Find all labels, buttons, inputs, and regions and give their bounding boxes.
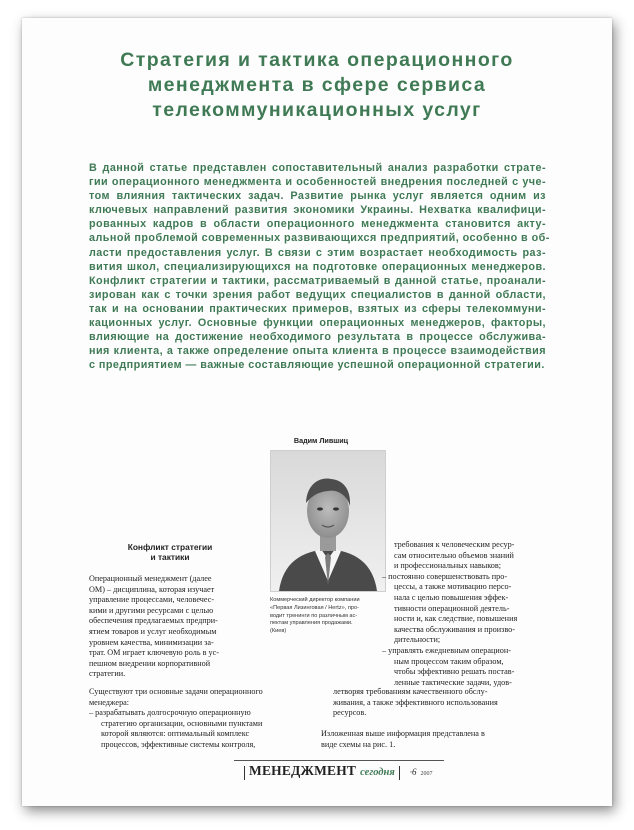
body-line: – постоянно совершенствовать про- — [382, 571, 508, 581]
body-line: летворяя требованиям качественного обслу- — [333, 687, 488, 696]
section-heading — [88, 542, 252, 562]
title-line: менеджмента в сфере сервиса — [147, 74, 487, 96]
body-column-right-top — [382, 540, 554, 688]
body-line: качества обслуживания и произво- — [394, 624, 515, 634]
body-line: ОМ) – дисциплина, которая изучает — [89, 584, 215, 594]
section-heading-line: и тактики — [150, 552, 190, 562]
body-line: стратегии. — [89, 669, 126, 679]
body-line: требования к человеческим ресур- — [394, 540, 515, 549]
photo-caption — [270, 597, 388, 636]
body-column-left-bottom — [89, 687, 329, 751]
lead-line: ласти предоставления услуг. В связи с этим возрастает необходимость раз- — [89, 246, 546, 259]
lead-line: так и на основании практических примеров, взятых из сферы телекоммуни- — [89, 302, 546, 315]
body-column-left-top — [89, 574, 261, 680]
body-line: обеспечения предлагаемых предпри- — [89, 616, 218, 626]
body-line: – разрабатывать долгосрочную операционную — [89, 708, 251, 718]
body-line: пешном внедрении корпоративной — [89, 658, 211, 668]
body-line: ленные тактические задачи, удов- — [394, 677, 512, 687]
lead-line: альной проблемой современных развивающихся предприятий, особенно в об- — [89, 232, 550, 245]
body-line: дительности; — [394, 635, 441, 645]
footer-divider — [244, 766, 245, 780]
article-lead — [89, 161, 550, 372]
magazine-brand-accent: сегодня — [360, 767, 395, 778]
body-line: нала с целью повышения эффек- — [394, 592, 509, 602]
body-line: виде схемы на рис. 1. — [321, 739, 396, 749]
issue-year: 2007 — [420, 771, 433, 777]
body-line: тивности операционной деятель- — [394, 603, 510, 613]
title-line: Стратегия и тактика операционного — [120, 49, 514, 71]
lead-line: влияющие на достижение необходимого результата в процессе обслужива- — [89, 331, 546, 344]
page-footer — [234, 760, 444, 783]
body-line: чтобы эффективно решать постав- — [394, 667, 515, 677]
body-line: кими и другими ресурсами с целью — [89, 605, 214, 615]
body-line: ным процессом таким образом, — [394, 656, 504, 666]
lead-line: гии операционного менеджмента и особенностей внедрения последней с уче- — [89, 176, 546, 189]
body-line: которой являются: оптимальный комплекс — [101, 729, 250, 739]
body-line: Существуют три основные задачи операционного — [89, 687, 263, 696]
lead-line: зирован как с точки зрения работ ведущих специалистов в данной области, — [89, 288, 546, 301]
lead-line: с предприятием — важные составляющие успешной операционной стратегии. — [89, 359, 545, 372]
caption-line: (Киев) — [270, 628, 287, 635]
body-line: живания, а также эффективного использования — [333, 697, 498, 707]
body-line: управление процессами, человечес- — [89, 595, 215, 605]
lead-line: рованных кадров в области операционного менеджмента становится акту- — [89, 218, 546, 231]
author-photo — [270, 450, 386, 592]
lead-line: том влияния тактических задач. Развитие рынка услуг является одним из — [89, 190, 546, 203]
body-line: Изложенная выше информация представлена в — [321, 729, 485, 739]
section-heading-line: Конфликт стратегии — [127, 542, 213, 552]
body-line: ресурсов. — [333, 708, 367, 718]
issue-number: ·6 — [409, 767, 417, 777]
lead-line: вития школ, специализирующихся на подготовке операционных менеджеров. — [89, 260, 546, 273]
caption-line: пектам управления продажами. — [270, 620, 353, 627]
lead-line: ния клиента, а также определение опыта клиента в процессе взаимодействия — [89, 345, 546, 358]
portrait-image — [271, 451, 385, 591]
body-column-right-bottom — [321, 687, 557, 751]
footer-divider — [399, 766, 400, 780]
caption-line: Коммерческий директор компании — [270, 597, 360, 603]
magazine-page — [22, 18, 612, 806]
lead-line: кационных услуг. Основные функции операционных менеджеров, факторы, — [89, 317, 546, 330]
lead-line: ключевых направлений развития экономики Украины. Нехватка квалифици- — [89, 204, 546, 217]
body-line — [321, 719, 557, 730]
body-line: Операционный менеджмент (далее — [89, 574, 212, 583]
title-line: телекоммуникационных услуг — [152, 99, 482, 121]
body-line: – управлять ежедневным операцион- — [382, 645, 511, 655]
lead-line: Конфликт стратегии и тактики, рассматриваемый в данной статье, проанали- — [89, 274, 546, 287]
author-name: Вадим Лившиц — [293, 436, 349, 445]
lead-line: В данной статье представлен сопоставительный анализ разработки страте- — [89, 162, 546, 174]
caption-line: «Первая Лизинговая / Hertz», про- — [270, 604, 359, 611]
body-line: уровнем качества, минимизации за- — [89, 637, 214, 647]
body-line: сам относительно объемов знаний — [394, 550, 514, 560]
caption-line: водит тренинги по различным ас- — [270, 612, 358, 619]
body-line: стратегию организации, основными пунктами — [101, 718, 263, 728]
body-line: цессы, а также мотивацию персо- — [394, 582, 512, 592]
body-line: ятием товаров и услуг необходимым — [89, 626, 217, 636]
body-line: ности и, как следствие, повышения — [394, 614, 518, 624]
article-title — [42, 48, 592, 123]
magazine-brand: МЕНЕДЖМЕНТ — [249, 763, 357, 778]
body-line: и профессиональных навыков; — [394, 561, 501, 571]
body-line: менеджера: — [89, 697, 130, 707]
body-line: процессов, эффективные системы контроля, — [101, 739, 256, 749]
body-line: трат. ОМ играет ключевую роль в ус- — [89, 648, 219, 658]
